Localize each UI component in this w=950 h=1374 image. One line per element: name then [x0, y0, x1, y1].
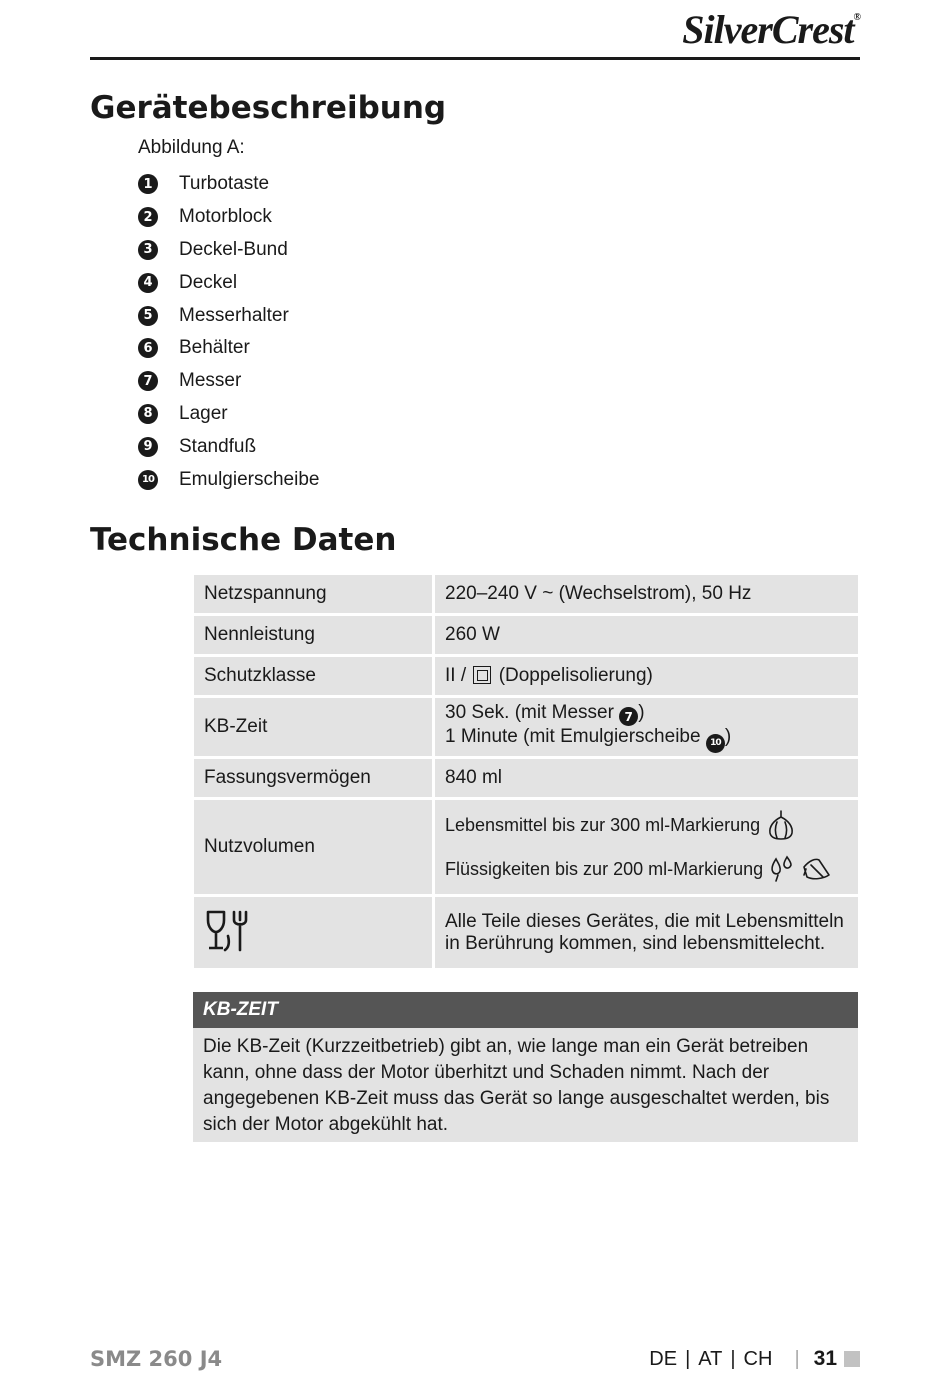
- list-item: [138, 234, 319, 267]
- spec-key: Schutzklasse: [194, 657, 435, 695]
- separator: |: [685, 1347, 691, 1370]
- kb-line-2-close: ): [724, 726, 732, 747]
- footer-nav: [649, 1347, 860, 1371]
- note-text: Die KB-Zeit (Kurzzeitbetrieb) gibt an, wie lange man ein Gerät betreiben kann, ohne dass der Motor überhitzt und Schaden nimmt. Nach der angegebenen KB-Zeit muss das Gerät so lange ausgeschaltet werden, bis sich der Motor abgekühlt hat.: [193, 1028, 858, 1142]
- list-item: [138, 398, 319, 431]
- garlic-icon: [766, 809, 796, 841]
- table-row: [194, 897, 858, 968]
- number-badge: 10: [138, 470, 158, 490]
- country-de: DE: [649, 1347, 678, 1370]
- spec-value: [435, 657, 858, 695]
- spec-key: Nennleistung: [194, 616, 435, 654]
- number-badge: 6: [138, 338, 158, 358]
- country-ch: CH: [743, 1347, 773, 1370]
- part-label: Lager: [179, 402, 228, 424]
- page-header: [90, 0, 860, 60]
- page-number: 31: [813, 1347, 837, 1370]
- protection-class: II /: [445, 665, 467, 686]
- separator: |: [730, 1347, 736, 1370]
- kb-zeit-note: [193, 992, 858, 1142]
- number-badge: 8: [138, 404, 158, 424]
- list-item: [138, 332, 319, 365]
- table-row: [194, 800, 858, 894]
- part-label: Messerhalter: [179, 304, 289, 326]
- food-safe-icon: [204, 906, 252, 954]
- note-title: KB-ZEIT: [193, 992, 858, 1028]
- section-title-geraetebeschreibung: Gerätebeschreibung: [90, 90, 447, 126]
- spec-value: [435, 698, 858, 756]
- nutz-liquid-text: Flüssigkeiten bis zur 200 ml-Markierung: [445, 858, 764, 879]
- number-badge: 7: [138, 371, 158, 391]
- spec-key: Nutzvolumen: [194, 800, 435, 894]
- number-badge: 7: [619, 707, 638, 726]
- footer-model: SMZ 260 J4: [90, 1347, 223, 1371]
- part-label: Standfuß: [179, 435, 257, 457]
- kb-line-1-text: 30 Sek. (mit Messer: [445, 701, 614, 723]
- spec-value: [435, 800, 858, 894]
- kb-line-1-close: ): [638, 701, 645, 723]
- spec-key: KB-Zeit: [194, 698, 435, 756]
- section-title-technische-daten: Technische Daten: [90, 522, 397, 558]
- drops-icon: [769, 855, 795, 883]
- number-badge: 10: [706, 734, 725, 753]
- part-label: Deckel: [179, 271, 238, 293]
- table-row: [194, 759, 858, 797]
- table-row: [194, 575, 858, 613]
- spec-key: [194, 897, 435, 968]
- pouring-icon: [801, 855, 831, 883]
- number-badge: 3: [138, 240, 158, 260]
- figure-label: Abbildung A:: [138, 137, 245, 158]
- table-row: [194, 698, 858, 756]
- spec-value: 220–240 V ~ (Wechselstrom), 50 Hz: [435, 575, 858, 613]
- nutz-food-text: Lebensmittel bis zur 300 ml-Markierung: [445, 814, 761, 835]
- number-badge: 5: [138, 306, 158, 326]
- list-item: [138, 168, 319, 201]
- number-badge: 1: [138, 174, 158, 194]
- part-label: Emulgierscheibe: [179, 468, 320, 490]
- list-item: [138, 266, 319, 299]
- brand-logo: [682, 6, 860, 53]
- nutz-line-food: [445, 803, 848, 847]
- page-marker-square: [844, 1351, 860, 1367]
- list-item: [138, 430, 319, 463]
- table-row: [194, 616, 858, 654]
- part-label: Deckel-Bund: [179, 238, 288, 260]
- part-label: Motorblock: [179, 206, 272, 228]
- kb-line-2: [445, 726, 848, 753]
- list-item: [138, 463, 319, 496]
- double-insulation-icon: [473, 666, 491, 684]
- spec-value: Alle Teile dieses Gerätes, die mit Lebensmitteln in Berührung kommen, sind lebensmittelecht.: [435, 897, 858, 968]
- nutz-line-liquid: [445, 847, 848, 891]
- spec-key: Netzspannung: [194, 575, 435, 613]
- protection-note: (Doppelisolierung): [498, 665, 653, 686]
- part-label: Turbotaste: [179, 173, 270, 195]
- spec-table: [194, 572, 858, 971]
- table-row: [194, 657, 858, 695]
- list-item: [138, 365, 319, 398]
- part-label: Behälter: [179, 337, 250, 359]
- kb-line-1: [445, 702, 848, 727]
- spec-value: 840 ml: [435, 759, 858, 797]
- registered-mark: ®: [853, 12, 860, 23]
- spec-key: Fassungsvermögen: [194, 759, 435, 797]
- number-badge: 4: [138, 273, 158, 293]
- number-badge: 9: [138, 437, 158, 457]
- list-item: [138, 201, 319, 234]
- kb-line-2-text: 1 Minute (mit Emulgierscheibe: [445, 726, 701, 747]
- brand-name: SilverCrest: [682, 7, 854, 52]
- part-label: Messer: [179, 370, 242, 392]
- country-at: AT: [698, 1347, 723, 1370]
- spec-value: 260 W: [435, 616, 858, 654]
- list-item: [138, 299, 319, 332]
- separator: |: [794, 1347, 800, 1370]
- number-badge: 2: [138, 207, 158, 227]
- parts-list: [138, 168, 319, 496]
